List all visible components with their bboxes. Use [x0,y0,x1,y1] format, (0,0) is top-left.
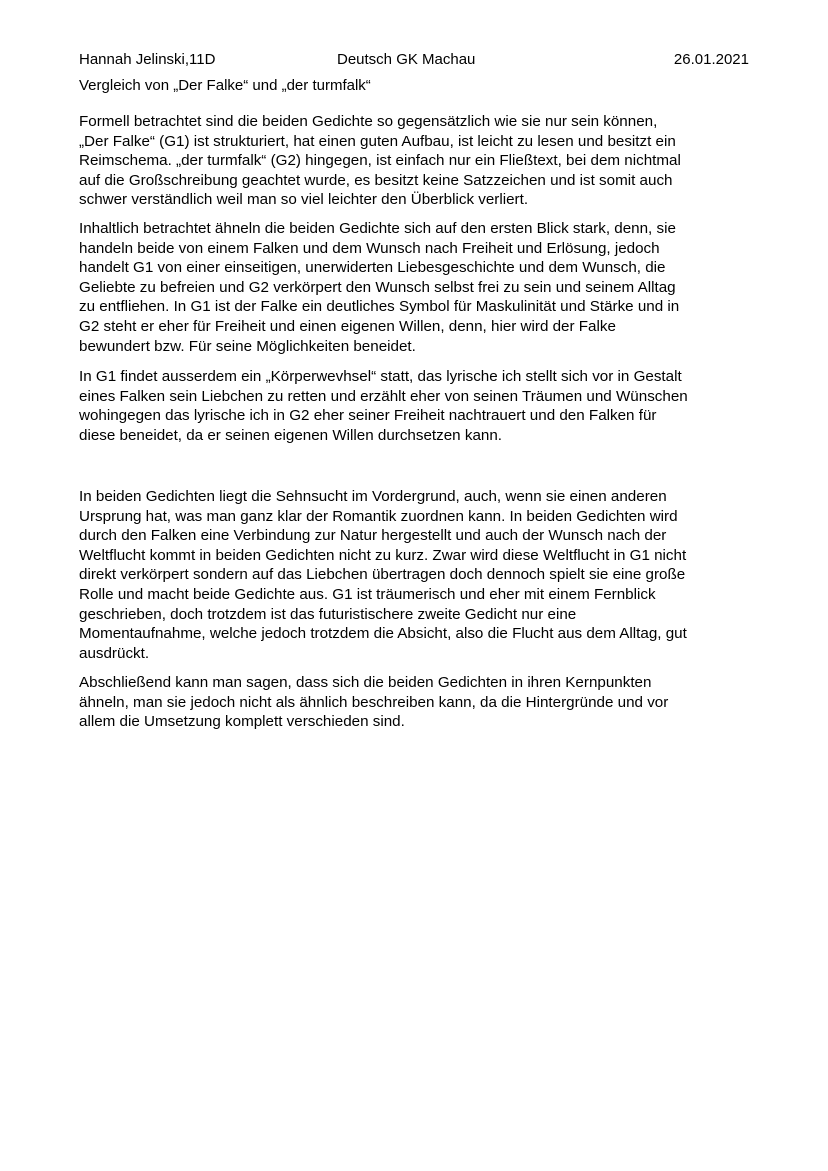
document-title: Vergleich von „Der Falke“ und „der turmfalk“ [79,77,371,94]
text-line: direkt verkörpert sondern auf das Liebchen übertragen doch dennoch spielt sie eine große [79,566,686,584]
author-name: Hannah Jelinski,11D [79,51,216,68]
paragraph [79,112,754,210]
text-line: auf die Großschreibung geachtet wurde, es besitzt keine Satzzeichen und ist somit auch [79,171,673,189]
paragraph [79,487,754,663]
text-line: durch den Falken eine Verbindung zur Natur hergestellt und auch der Wunsch nach der [79,527,667,545]
text-line: Rolle und macht beide Gedichte aus. G1 ist träumerisch und eher mit einem Fernblick [79,585,656,603]
text-line: allem die Umsetzung komplett verschieden sind. [79,713,405,731]
text-line: schwer verständlich weil man so viel leichter den Überblick verliert. [79,191,529,209]
text-line: „Der Falke“ (G1) ist strukturiert, hat einen guten Aufbau, ist leicht zu lesen und besitzt ein [79,132,676,150]
text-line: G2 steht er eher für Freiheit und einen eigenen Willen, denn, hier wird der Falke [79,317,616,335]
paragraph [79,219,754,356]
text-line: handeln beide von einem Falken und dem Wunsch nach Freiheit und Erlösung, jedoch [79,239,660,257]
text-line: eines Falken sein Liebchen zu retten und erzählt eher von seinen Träumen und Wünschen [79,387,688,405]
text-line: zu entfliehen. In G1 ist der Falke ein deutliches Symbol für Maskulinität und Stärke und in [79,298,680,316]
text-line: Inhaltlich betrachtet ähneln die beiden Gedichte sich auf den ersten Blick stark, denn, sie [79,220,676,237]
text-line: Weltflucht kommt in beiden Gedichten nicht zu kurz. Zwar wird diese Weltflucht in G1 nicht [79,546,687,564]
course-name: Deutsch GK Machau [337,51,476,68]
text-line: Geliebte zu befreien und G2 verkörpert den Wunsch selbst frei zu sein und seinem Alltag [79,278,676,296]
text-line: Ursprung hat, was man ganz klar der Romantik zuordnen kann. In beiden Gedichten wird [79,507,678,525]
text-line: In beiden Gedichten liegt die Sehnsucht im Vordergrund, auch, wenn sie einen anderen [79,488,667,505]
text-line: Momentaufnahme, welche jedoch trotzdem die Absicht, also die Flucht aus dem Alltag, gut [79,625,687,643]
document-header [79,50,749,70]
text-line: In G1 findet ausserdem ein „Körperwevhsel“ statt, das lyrische ich stellt sich vor in Gestalt [79,368,682,385]
paragraph [79,673,754,732]
text-line: ähneln, man sie jedoch nicht als ähnlich beschreiben kann, da die Hintergründe und vor [79,693,669,711]
text-line: wohingegen das lyrische ich in G2 eher seiner Freiheit nachtrauert und den Falken für [79,407,657,425]
text-line: diese beneidet, da er seinen eigenen Willen durchsetzen kann. [79,426,503,444]
paragraph [79,367,754,445]
text-line: handelt G1 von einer einseitigen, unerwiderten Liebesgeschichte und dem Wunsch, die [79,259,666,277]
text-line: geschrieben, doch trotzdem ist das futuristischere zweite Gedicht nur eine [79,605,577,623]
text-line: Formell betrachtet sind die beiden Gedichte so gegensätzlich wie sie nur sein können, [79,113,658,130]
text-line: bewundert bzw. Für seine Möglichkeiten beneidet. [79,337,416,355]
document-date: 26.01.2021 [673,51,749,68]
text-line: ausdrückt. [79,644,150,662]
text-line: Abschließend kann man sagen, dass sich die beiden Gedichten in ihren Kernpunkten [79,674,652,691]
text-line: Reimschema. „der turmfalk“ (G2) hingegen, ist einfach nur ein Fließtext, bei dem nichtmal [79,152,681,170]
